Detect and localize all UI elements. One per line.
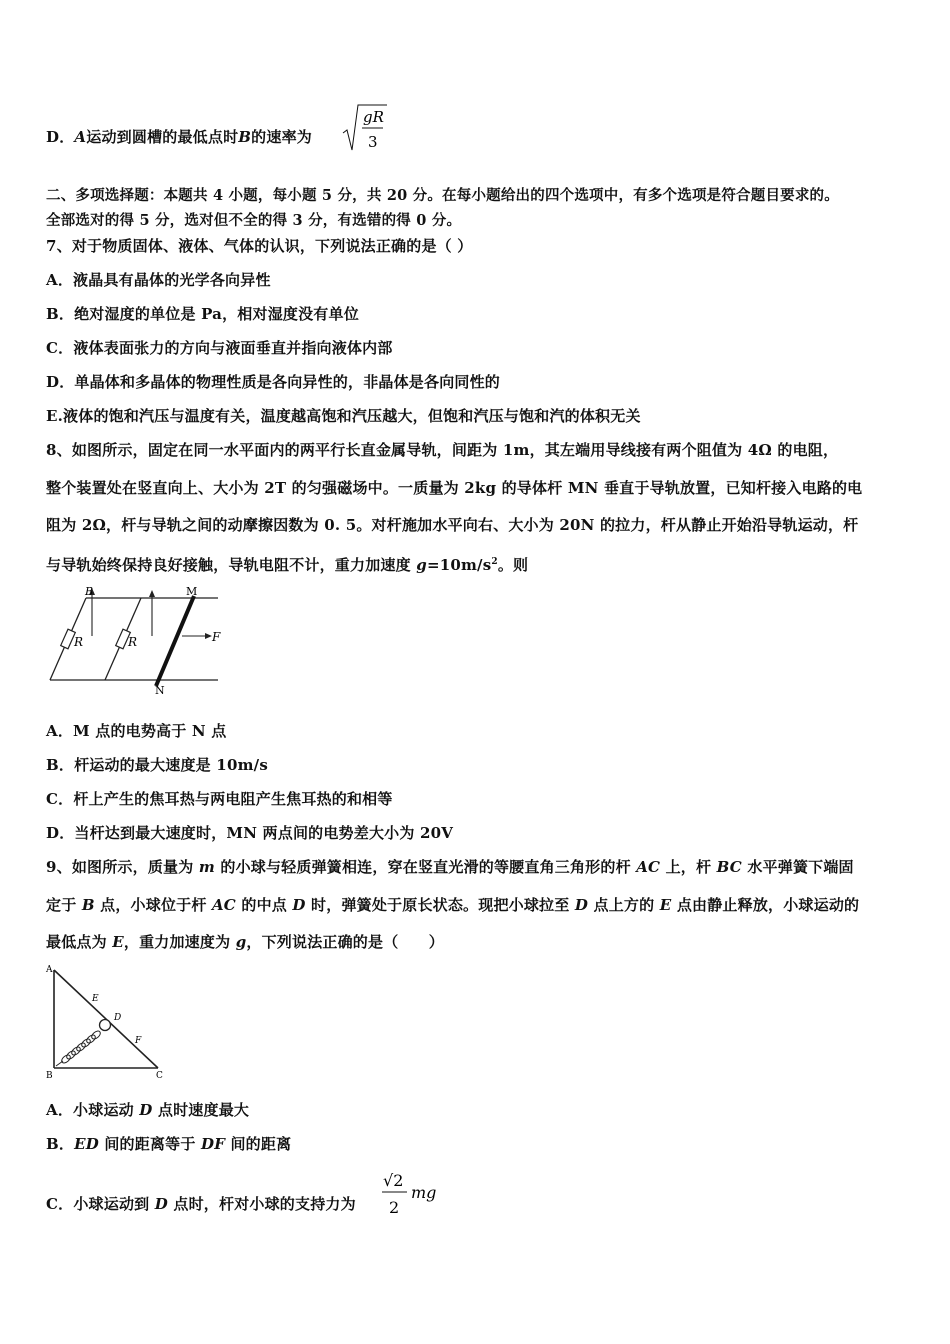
section-2-header-line2: 全部选对的得 5 分，选对但不全的得 3 分，有选错的得 0 分。 [46,212,462,229]
resistor-r1-label: R [74,635,84,649]
ball-icon [100,1020,111,1031]
point-f-label: F [135,1036,142,1046]
q6-option-d [46,127,312,147]
point-d-label: D [114,1013,122,1023]
sqrt-gr-over-3-formula [341,103,391,155]
q9-triangle-figure [44,964,174,1084]
point-a: A [74,128,87,146]
q8-option-a: A．M 点的电势高于 N 点 [46,722,227,740]
q8-stem-line4: 与导轨始终保持良好接触，导轨电阻不计，重力加速度 $g=10m/s^2$。则 [46,556,529,574]
rod-m-label: M [186,585,198,598]
spring-icon [56,1029,102,1066]
vertex-b-label: B [46,1071,53,1081]
resistor-r2-label: R [128,635,138,649]
rod-n-label: N [155,684,165,697]
vertex-a-label: A [46,965,53,975]
q7-stem: 7、对于物质固体、液体、气体的认识，下列说法正确的是（ ） [46,237,473,255]
q9-option-b: B．ED 间的距离等于 DF 间的距离 [46,1135,292,1153]
field-b-label: B [85,585,94,598]
q7-option-b: B．绝对湿度的单位是 Pa，相对湿度没有单位 [46,305,359,323]
q9-option-a: A．小球运动 D 点时速度最大 [46,1101,250,1119]
force-f-label: F [212,630,221,644]
option-text: 的速率为 [251,128,312,146]
fraction-denominator: 3 [368,133,378,151]
fraction-numerator: √2 [383,1171,404,1190]
fraction-numerator: gR [363,108,384,126]
option-text: 运动到圆槽的最低点时 [86,128,239,146]
q9-stem-line2: 定于 B 点，小球位于杆 AC 的中点 D 时，弹簧处于原长状态。现把小球拉至 D 点上方的 E 点由静止释放，小球运动的 [46,896,860,914]
section-2-header-line1: 二、多项选择题：本题共 4 小题，每小题 5 分，共 20 分。在每小题给出的四个选项中，有多个选项是符合题目要求的。 [46,187,839,204]
q7-option-a: A．液晶具有晶体的光学各向异性 [46,271,271,289]
q9-option-c: C．小球运动到 D 点时，杆对小球的支持力为 [46,1195,356,1213]
sqrt2-over-2-mg-formula [381,1166,441,1218]
q8-option-c: C．杆上产生的焦耳热与两电阻产生焦耳热的和相等 [46,790,393,808]
q9-stem-line3: 最低点为 E，重力加速度为 g，下列说法正确的是（ ） [46,933,445,951]
q8-option-d: D．当杆达到最大速度时，MN 两点间的电势差大小为 20V [46,824,454,842]
q8-stem-line2: 整个装置处在竖直向上、大小为 2T 的匀强磁场中。一质量为 2kg 的导体杆 MN 垂直于导轨放置，已知杆接入电路的电 [46,479,863,497]
q8-stem-line3: 阻为 2Ω，杆与导轨之间的动摩擦因数为 0. 5。对杆施加水平向右、大小为 20N 的拉力，杆从静止开始沿导轨运动，杆 [46,516,859,534]
q7-option-c: C．液体表面张力的方向与液面垂直并指向液体内部 [46,339,393,357]
q7-option-e: E.液体的饱和汽压与温度有关，温度越高饱和汽压越大，但饱和汽压与饱和汽的体积无关 [46,407,641,425]
vertex-c-label: C [156,1071,163,1081]
q8-option-b: B．杆运动的最大速度是 10m/s [46,756,268,774]
option-prefix: D． [46,128,75,146]
mg-term: mg [411,1183,437,1202]
q9-stem-line1: 9、如图所示，质量为 m 的小球与轻质弹簧相连，穿在竖直光滑的等腰直角三角形的杆 AC 上，杆 BC 水平弹簧下端固 [46,858,854,876]
q8-stem-line1: 8、如图所示，固定在同一水平面内的两平行长直金属导轨，间距为 1m，其左端用导线接有两个阻值为 4Ω 的电阻， [46,441,839,459]
point-e-label: E [92,994,99,1004]
q7-option-d: D．单晶体和多晶体的物理性质是各向异性的，非晶体是各向同性的 [46,373,501,391]
fraction-denominator: 2 [389,1198,400,1217]
q8-rail-figure [46,586,226,696]
point-b: B [238,128,252,146]
